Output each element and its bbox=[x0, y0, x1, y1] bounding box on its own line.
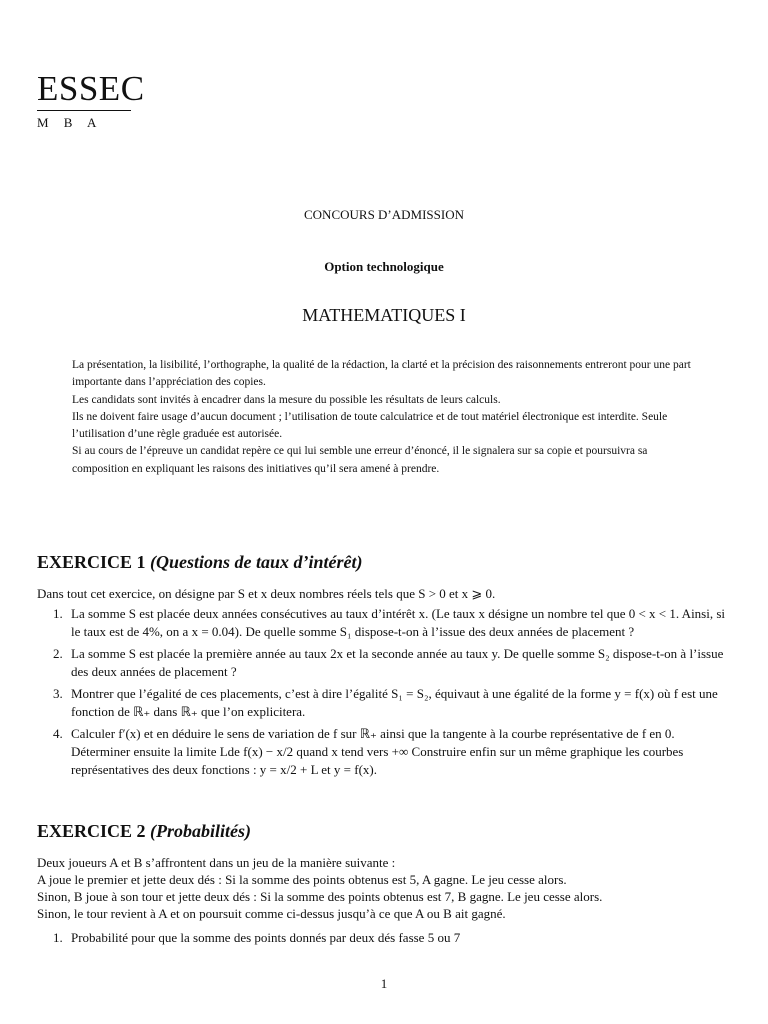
question-item bbox=[37, 929, 733, 947]
subject-heading: MATHEMATIQUES I bbox=[302, 305, 466, 325]
exercise2-label: EXERCICE 2 bbox=[37, 821, 146, 841]
question-text: Probabilité pour que la somme des points donnés par deux dés fasse 5 ou 7 bbox=[71, 930, 461, 945]
question-number: 1. bbox=[53, 930, 63, 945]
question-number: 4. bbox=[53, 726, 63, 741]
question-text: Calculer f′(x) et en déduire le sens de variation de f sur ℝ₊ ainsi que la tangente à la courbe représentative de f en 0. Déterminer ensuite la limite Lde f(x) − x/2 quand x tend vers +∞ Construire enfin sur un même graphique les courbes représentatives des deux fonctions : y = x/2 + L et y = f(x). bbox=[71, 726, 684, 777]
question-item bbox=[37, 645, 733, 681]
instruction-paragraph: Si au cours de l’épreuve un candidat repère ce qui lui semble une erreur d’énoncé, il le signalera sur sa copie et poursuivra sa composition en expliquant les raisons des initiatives qu’il sera amené à prendre. bbox=[72, 445, 648, 475]
instruction-paragraph: Les candidats sont invités à encadrer dans la mesure du possible les résultats de leurs calculs. bbox=[72, 393, 501, 406]
question-number: 1. bbox=[53, 606, 63, 621]
intro-line: Deux joueurs A et B s’affrontent dans un jeu de la manière suivante : bbox=[37, 855, 396, 870]
page-number: 1 bbox=[380, 976, 388, 991]
question-item bbox=[37, 685, 733, 721]
exercise2-questions bbox=[37, 929, 733, 947]
question-text: La somme S est placée la première année au taux 2x et la seconde année au taux y. De quelle somme S₂ dispose-t-on à l’issue des deux années de placement ? bbox=[71, 646, 724, 679]
question-text: Montrer que l’égalité de ces placements, c’est à dire l’égalité S₁ = S₂, équivaut à une égalité de la forme y = f(x) où f est une fonction de ℝ₊ dans ℝ₊ que l’on explicitera. bbox=[71, 686, 718, 719]
question-number: 2. bbox=[53, 646, 63, 661]
exercise1-intro: Dans tout cet exercice, on désigne par S et x deux nombres réels tels que S > 0 et x ⩾ 0. bbox=[37, 586, 496, 601]
exercise1-title bbox=[37, 552, 363, 573]
exercise1-subtitle: (Questions de taux d’intérêt) bbox=[150, 552, 363, 572]
intro-line: Sinon, le tour revient à A et on poursuit comme ci-dessus jusqu’à ce que A ou B ait gagné. bbox=[37, 906, 506, 921]
question-item bbox=[37, 605, 733, 641]
exercise2-intro bbox=[37, 854, 733, 922]
question-text: La somme S est placée deux années consécutives au taux d’intérêt x. (Le taux x désigne un nombre tel que 0 < x < 1. Ainsi, si le taux est de 4%, on a x = 0.04). De quelle somme S₁ dispose-t-on à l’issue des deux années de placement ? bbox=[71, 606, 726, 639]
logo-divider bbox=[37, 110, 131, 111]
intro-line: A joue le premier et jette deux dés : Si la somme des points obtenus est 5, A gagne. Le jeu cesse alors. bbox=[37, 872, 567, 887]
school-name: ESSEC bbox=[37, 69, 145, 108]
intro-line: Sinon, B joue à son tour et jette deux dés : Si la somme des points obtenus est 7, B gagne. Le jeu cesse alors. bbox=[37, 889, 603, 904]
question-number: 3. bbox=[53, 686, 63, 701]
exercise2-title bbox=[37, 821, 251, 842]
exercise1-label: EXERCICE 1 bbox=[37, 552, 146, 572]
program-name: M B A bbox=[37, 115, 103, 130]
instruction-paragraph: La présentation, la lisibilité, l’orthographe, la qualité de la rédaction, la clarté et la précision des raisonnements entreront pour une part importante dans l’appréciation des copies. bbox=[72, 359, 691, 389]
option-heading: Option technologique bbox=[324, 259, 444, 274]
exercise2-subtitle: (Probabilités) bbox=[150, 821, 252, 841]
exercise1-questions bbox=[37, 605, 733, 783]
question-item bbox=[37, 725, 733, 779]
concours-heading: CONCOURS D’ADMISSION bbox=[304, 207, 464, 222]
instruction-paragraph: Ils ne doivent faire usage d’aucun document ; l’utilisation de toute calculatrice et de tout matériel électronique est interdite. Seule l’utilisation d’une règle graduée est autorisée. bbox=[72, 410, 668, 441]
essec-logo bbox=[37, 69, 145, 131]
instructions bbox=[72, 357, 702, 478]
